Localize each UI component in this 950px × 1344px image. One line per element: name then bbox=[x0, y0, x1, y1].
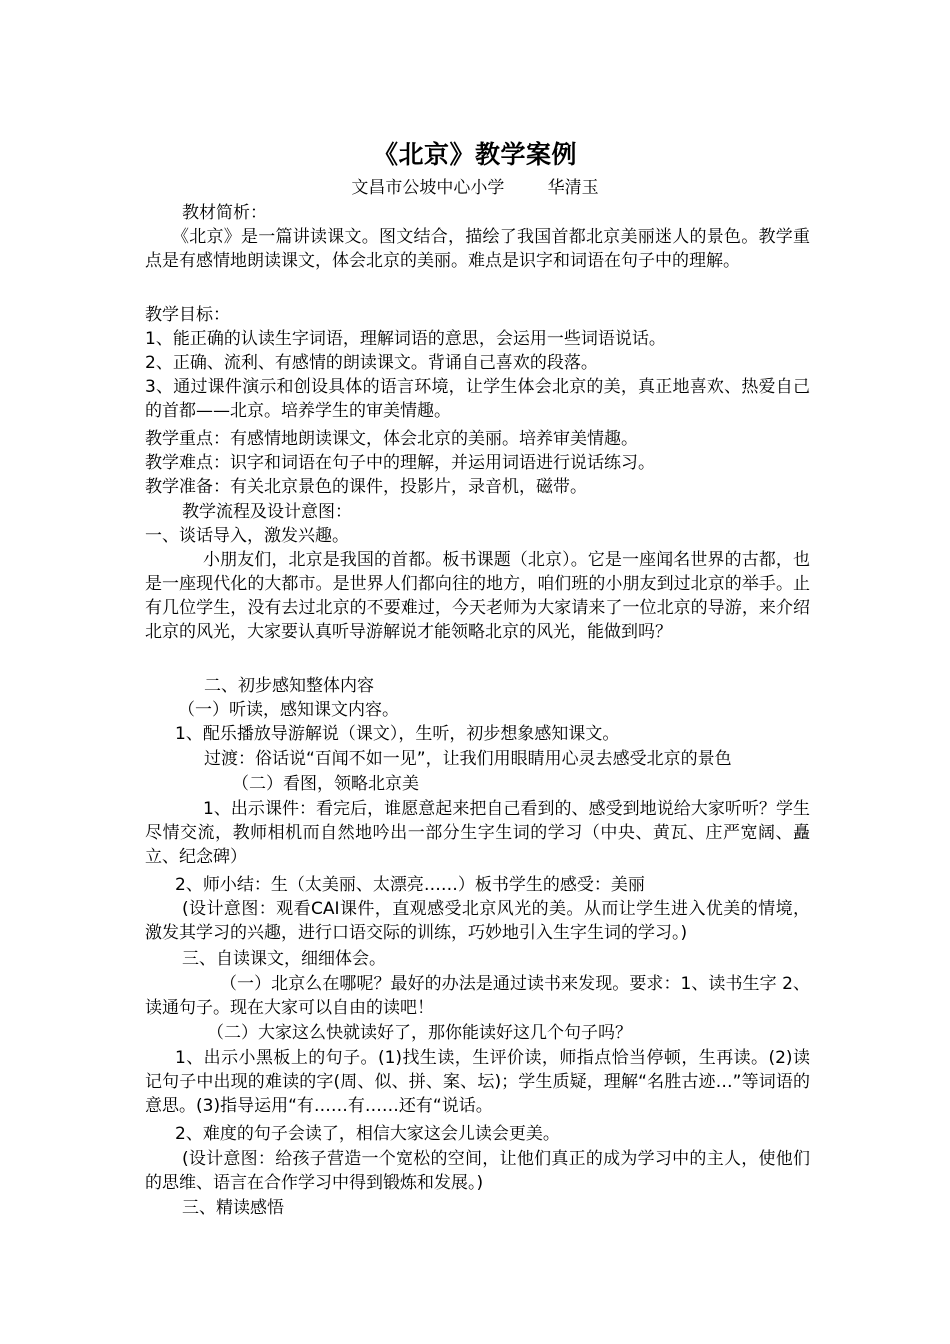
design-intent: (设计意图：给孩子营造一个宽松的空间，让他们真正的成为学习中的主人，使他们的思维、语言在合作学习中得到锻炼和发展。) bbox=[145, 1149, 810, 1193]
difficulty: 教学难点：识字和词语在句子中的理解，并运用词语进行说话练习。 bbox=[145, 453, 655, 473]
goal-item: 1、能正确的认读生字词语，理解词语的意思，会运用一些词语说话。 bbox=[145, 329, 666, 349]
subsection-text: （一）北京么在哪呢？最好的办法是通过读书来发现。要求：1、读书生字 2、读通句子。现在大家可以自由的读吧！ bbox=[145, 974, 810, 1018]
section-paragraph: 小朋友们，北京是我国的首都。板书课题（北京）。它是一座闻名世界的古都，也是一座现代化的大都市。是世界人们都向往的地方，咱们班的小朋友到过北京的举手。止有几位学生，没有去过北京的不要难过，今天老师为大家请来了一位北京的导游，来介绍北京的风光，大家要认真听导游解说才能领略北京的风光，能做到吗？ bbox=[145, 550, 810, 642]
list-item: 1、配乐播放导游解说（课文），生听，初步想象感知课文。 bbox=[175, 724, 620, 744]
subsection-heading: （二）看图，领略北京美 bbox=[232, 774, 419, 794]
author-line: 文昌市公坡中心小学 华清玉 bbox=[351, 178, 599, 198]
subsection-heading: （二）大家这么快就读好了，那你能读好这几个句子吗？ bbox=[207, 1023, 632, 1043]
material-text: 《北京》是一篇讲读课文。图文结合，描绘了我国首都北京美丽迷人的景色。教学重点是有感情地朗读课文，体会北京的美丽。难点是识字和词语在句子中的理解。 bbox=[145, 227, 810, 271]
subsection-heading: （一）听读，感知课文内容。 bbox=[178, 700, 399, 720]
preparation: 教学准备：有关北京景色的课件，投影片，录音机，磁带。 bbox=[145, 477, 587, 497]
flow-label: 教学流程及设计意图： bbox=[182, 502, 352, 522]
goals-label: 教学目标： bbox=[145, 305, 230, 325]
goal-item: 3、通过课件演示和创设具体的语言环境，让学生体会北京的美，真正地喜欢、热爱自己的首都——北京。培养学生的审美情趣。 bbox=[145, 377, 810, 421]
list-item: 1、出示小黑板上的句子。(1)找生读，生评价读，师指点恰当停顿，生再读。(2)读记句子中出现的难读的字(周、似、拼、案、坛)；学生质疑，理解“名胜古迹…”等词语的意思。(3)指导运用“有……有……还有“说话。 bbox=[145, 1048, 810, 1116]
section-heading: 三、自读课文，细细体会。 bbox=[182, 949, 386, 969]
transition-text: 过渡：俗话说“百闻不如一见”，让我们用眼睛用心灵去感受北京的景色 bbox=[204, 749, 732, 769]
key-point: 教学重点：有感情地朗读课文，体会北京的美丽。培养审美情趣。 bbox=[145, 429, 638, 449]
section-heading: 二、初步感知整体内容 bbox=[204, 676, 374, 696]
design-intent: (设计意图：观看CAI课件，直观感受北京风光的美。从而让学生进入优美的情境，激发其学习的兴趣，进行口语交际的训练，巧妙地引入生字生词的学习。) bbox=[145, 899, 810, 943]
list-item: 2、难度的句子会读了，相信大家这会儿读会更美。 bbox=[175, 1124, 560, 1144]
list-item: 1、出示课件：看完后，谁愿意起来把自己看到的、感受到地说给大家听听？学生尽情交流，教师相机而自然地吟出一部分生字生词的学习（中央、黄瓦、庄严宽阔、矗立、纪念碑） bbox=[145, 799, 810, 867]
material-label: 教材简析： bbox=[182, 203, 267, 223]
section-heading: 一、谈话导入，激发兴趣。 bbox=[145, 526, 349, 546]
section-heading: 三、精读感悟 bbox=[182, 1198, 284, 1218]
goal-item: 2、正确、流利、有感情的朗读课文。背诵自己喜欢的段落。 bbox=[145, 353, 598, 373]
list-item: 2、师小结：生（太美丽、太漂亮……）板书学生的感受：美丽 bbox=[175, 875, 645, 895]
page-title: 《北京》教学案例 bbox=[372, 140, 577, 169]
